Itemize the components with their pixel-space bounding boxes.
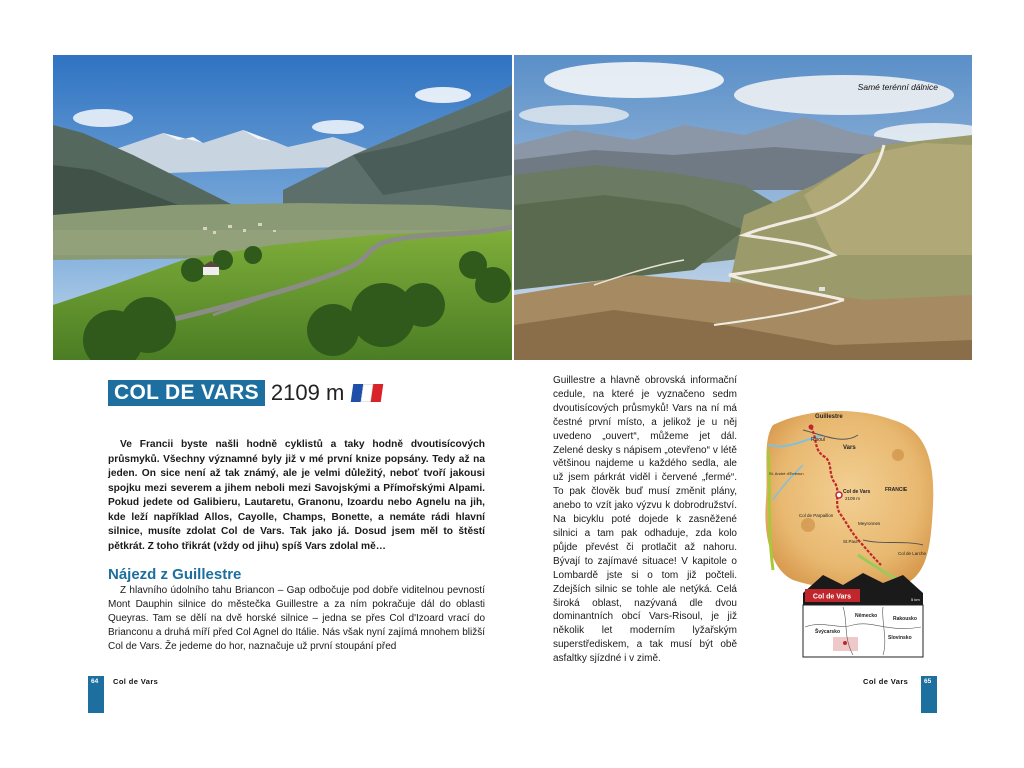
- label-risoul: Risoul: [811, 437, 825, 443]
- sign-col-de-vars: Col de Vars: [812, 593, 852, 601]
- inset-svycarsko: Švýcarsko: [815, 629, 841, 635]
- label-col-de-larche: Col de Larche: [898, 551, 927, 556]
- road-photo-art: [514, 55, 972, 360]
- inset-slovinsko: Slovinsko: [888, 635, 912, 641]
- chapter-title: [108, 380, 382, 406]
- running-title-left: Col de Vars: [113, 677, 159, 686]
- label-st-andre: St. André d'Embrun: [769, 471, 804, 476]
- label-vars: Vars: [843, 445, 856, 451]
- route-map: [763, 405, 936, 658]
- label-meyronnes: Meyronnes: [858, 521, 881, 526]
- label-parpaillon: Col de Parpaillon: [799, 513, 834, 518]
- page-number-right: 65: [924, 678, 932, 685]
- pass-name: COL DE VARS: [108, 380, 265, 406]
- label-francie: FRANCIE: [885, 487, 908, 493]
- photo-alpine-valley: [53, 55, 512, 360]
- running-title-right: Col de Vars: [863, 677, 909, 686]
- inset-nemecko: Německo: [855, 613, 878, 619]
- page-number-left: 64: [91, 678, 99, 685]
- photo-caption: Samé terénní dálnice: [857, 82, 938, 92]
- right-column-text: Guillestre a hlavně obrovská informační cedule, na které je vyznačeno sedm dvoutisícových průsmyků! Vars na ní má čestné první místo, a jelikož je u něj uvedeno „ouvert“, můžeme jet dál. Zelené desky s nápisem „otevřeno“ v létě většinou najdeme u každého sedla, ale už jsem párkrát viděl i červené „fermé“. To pak člověk buď musí změnit plány, anebo to vzít jako výzvu k dobrodružství. Na bicyklu poté dojede k zasněžené silnici a tam pak odhaduje, zda kolo půjde převést či protlačit až nahoru. Bývají to zajímavé situace! V kapitole o Lombardě jste si o tom již počteli. Zdejších silnic se tohle ale netýká. Celá široká oblast, nazývaná dle dvou dominantních obcí Vars-Risoul, je již několik let moderním lyžařským superstřediskem, a tak musí být obě asfaltky sjízdné i v zimě.: [553, 375, 737, 665]
- section-heading: Nájezd z Guillestre: [108, 566, 242, 583]
- photo-mountain-road: [514, 55, 972, 360]
- inset-map: [803, 605, 923, 657]
- valley-photo-art: [53, 55, 512, 360]
- label-col-altitude: 2109 m: [845, 496, 861, 501]
- route-profile-sign: [803, 573, 923, 605]
- section-body: Z hlavního údolního tahu Briancon – Gap odbočuje pod dobře viditelnou pevností Mont Dauphin silnice do městečka Guillestre a za ním pokračuje dál do oblasti Queyras. Tam se dělí na dvě horské silnice – jedna se přes Col d'Izoard vrací do Brianconu a druhá míří před Col Agnel do Itálie. Nás však nyní zajímá mnohem bližší Col de Vars. Že jedeme do hor, naznačuje už první stoupání před: [108, 585, 485, 652]
- map-scale: 5 km: [911, 597, 920, 602]
- label-guillestre: Guillestre: [815, 414, 843, 420]
- pass-altitude: 2109 m: [270, 380, 345, 405]
- intro-paragraph: Ve Francii byste našli hodně cyklistů a taky hodně dvoutisícových průsmyků. Všechny významné byly již v mé první knize popsány. Tedy až na jeden. On sice není až tak známý, ale je velmi důležitý, neboť tvoří jakousi spojku mezi severem a jihem neboli mezi Savojskými a Přímořskými Alpami. Pokud jedete od Galibieru, Lautaretu, Granonu, Izoardu nebo Agnelu na jih, kde leží například Allos, Cayolle, Champs, Bonette, a nemáte rádi hlavní silnice, musíte zdolat Col de Vars. Tak jako já. Dosud jsem měl to štěstí pětkrát. Z toho třikrát (vždy od jihu) spíš Vars zdolal mě…: [108, 439, 485, 552]
- french-flag-icon: [352, 384, 382, 402]
- label-st-paul: St.Paul: [843, 539, 858, 544]
- label-col-de-vars: Col de Vars: [843, 489, 871, 495]
- inset-rakousko: Rakousko: [893, 616, 917, 622]
